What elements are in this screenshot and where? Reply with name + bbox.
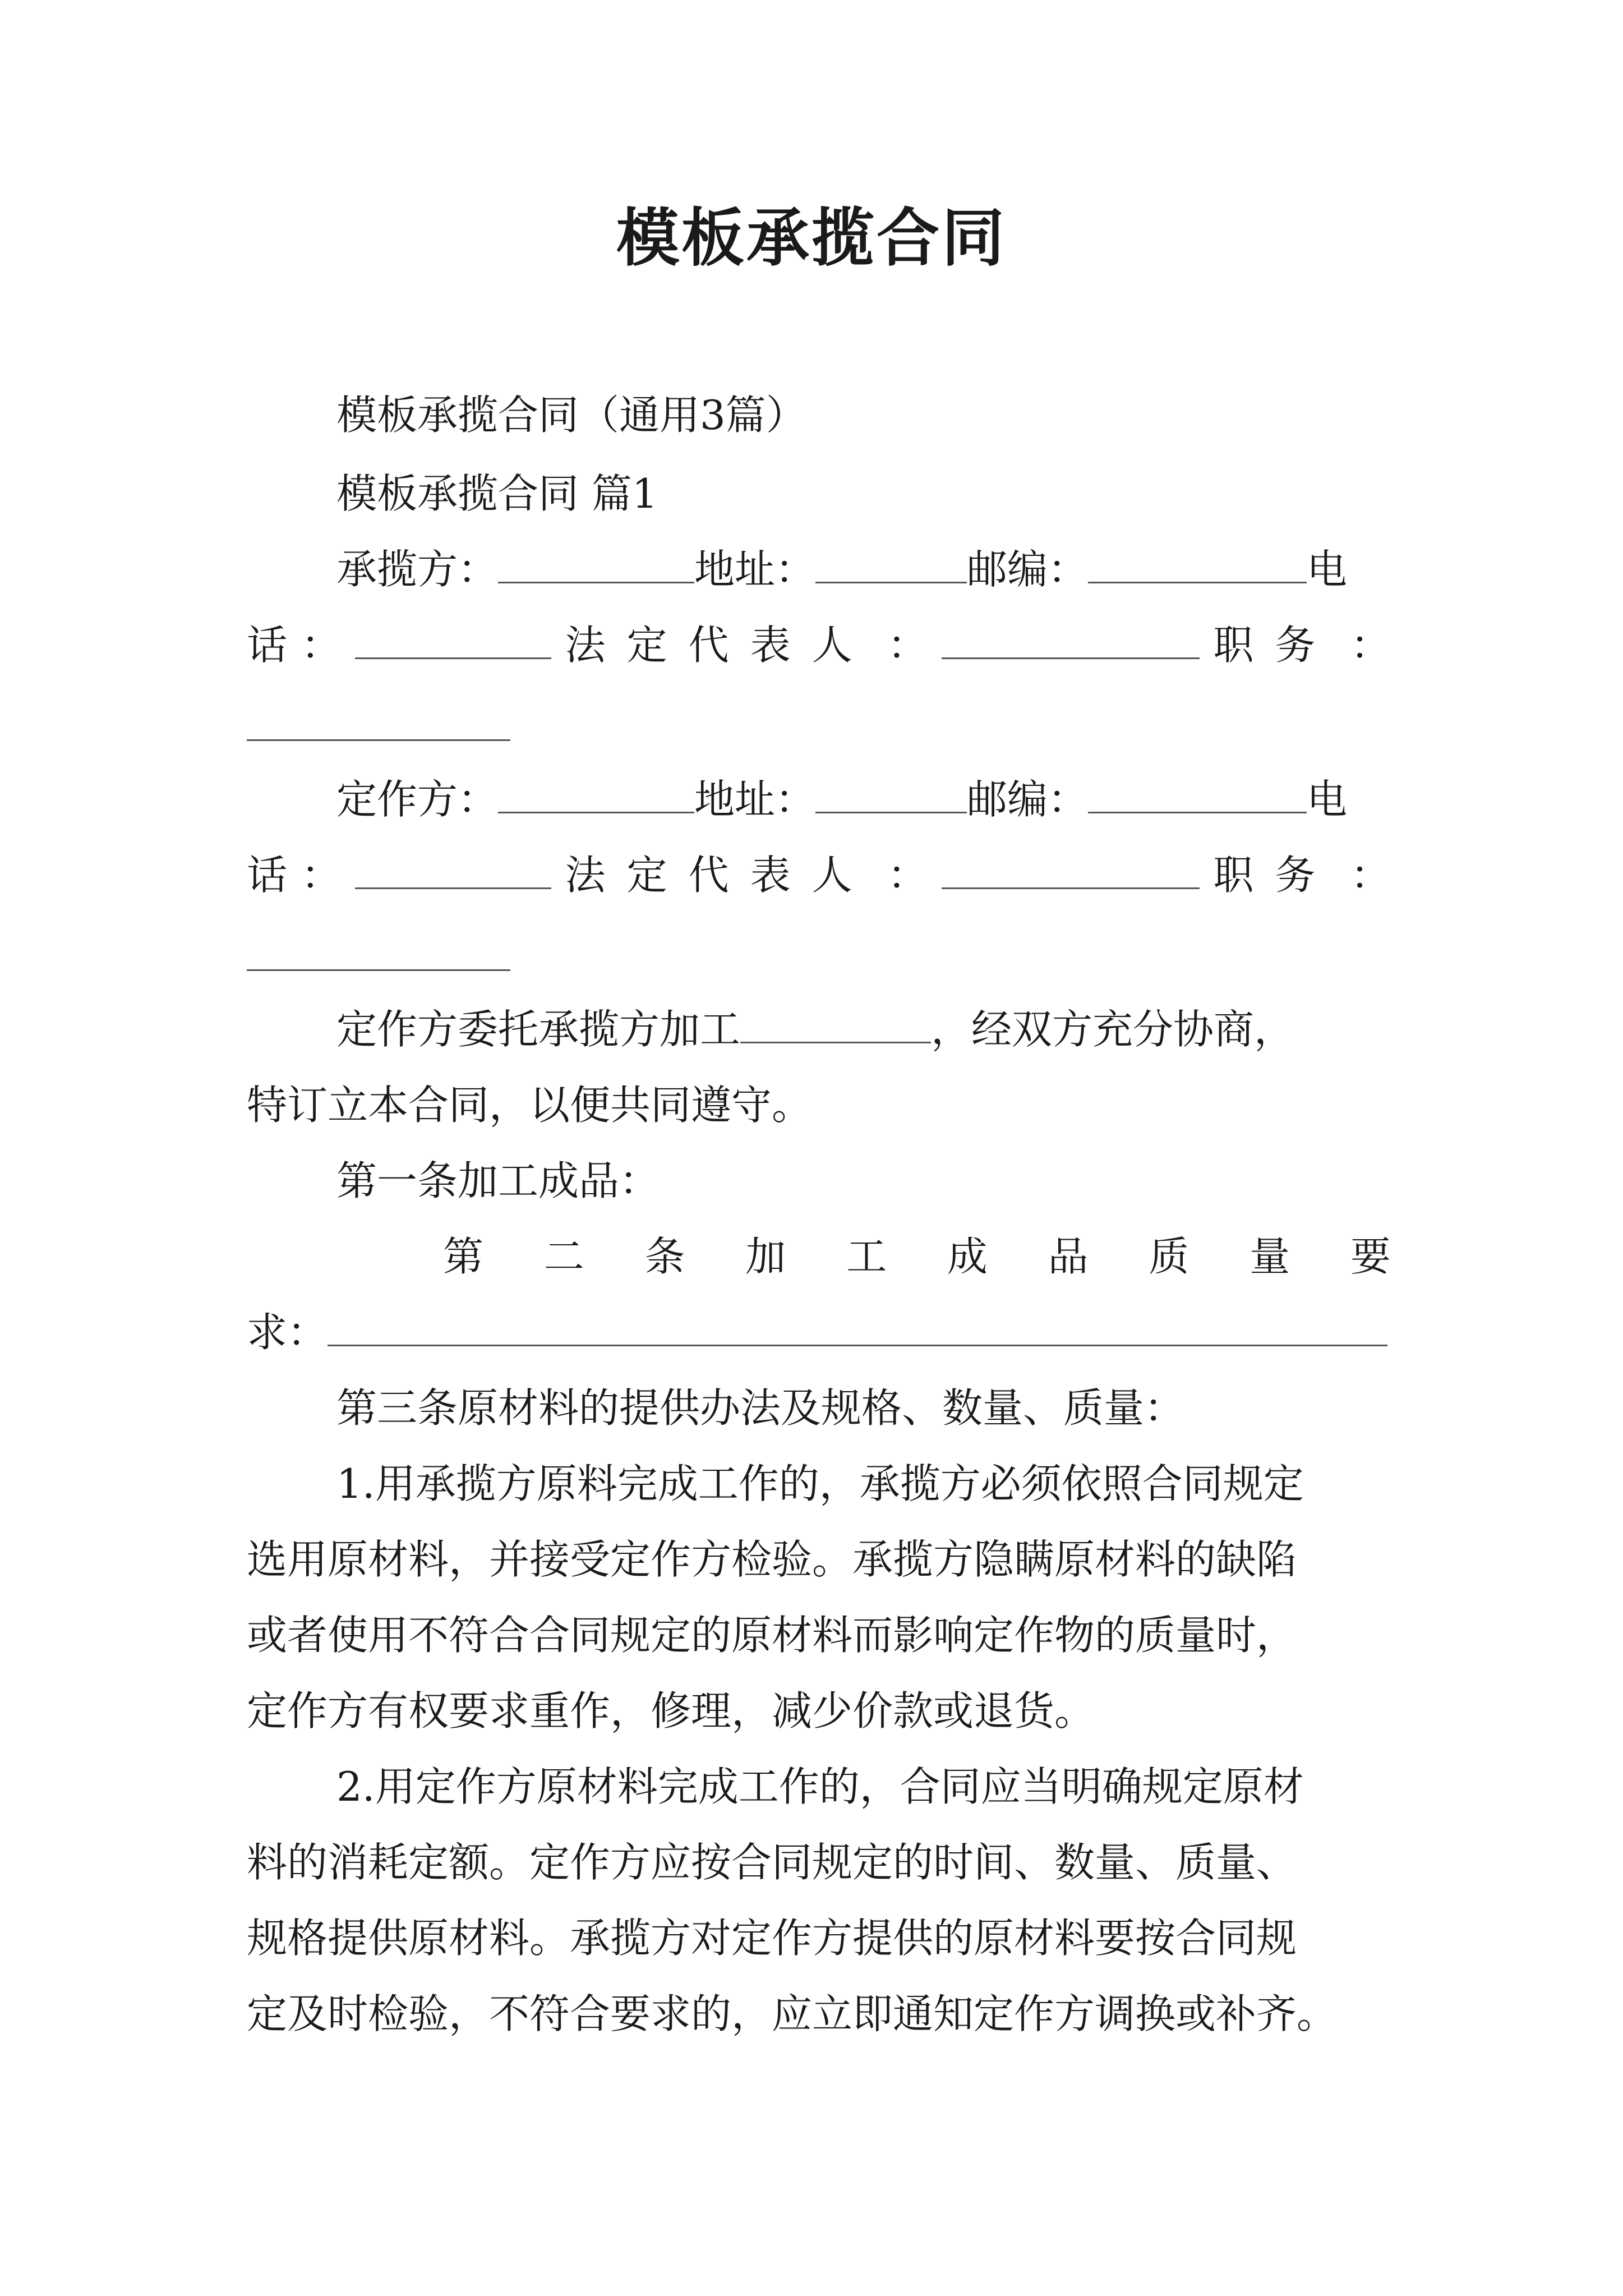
party-b-line-1: [336, 771, 1391, 827]
party-a-phone-blank: [355, 617, 551, 659]
party-a-phone-label-1: 电: [1307, 546, 1348, 593]
intro-part-2: ，经双方充分协商，: [931, 1006, 1295, 1053]
party-b-rep-label: 法定代表人: [565, 852, 874, 899]
clause-1-line-1: 1.用承揽方原料完成工作的，承揽方必须依照合同规定: [336, 1460, 1304, 1507]
party-b-address-label: 地址：: [694, 776, 816, 823]
clause-2-line-4: 定及时检验，不符合要求的，应立即通知定作方调换或补齐。: [247, 1990, 1338, 2037]
article-2-char: 质: [1149, 1233, 1189, 1280]
party-a-phone-label-2: 话: [247, 622, 288, 669]
party-a-position-blank: [247, 739, 510, 741]
party-a-name-blank: [498, 541, 694, 583]
party-b-phone-blank: [355, 847, 551, 889]
clause-2-line-1: 2.用定作方原材料完成工作的，合同应当明确规定原材: [336, 1763, 1304, 1810]
party-a-role-label: 承揽方：: [336, 546, 499, 593]
party-a-line-2: [247, 617, 1391, 673]
party-b-address-blank: [815, 771, 967, 813]
clause-1-line-3: 或者使用不符合合同规定的原材料而影响定作物的质量时，: [247, 1612, 1297, 1659]
article-2-char: 品: [1048, 1233, 1089, 1280]
party-a-line-1: [336, 541, 1391, 597]
intro-line-1: [336, 1001, 1391, 1057]
party-b-role-label: 定作方：: [336, 776, 499, 823]
party-a-phone-colon: ：: [301, 622, 342, 669]
party-a-postcode-blank: [1088, 541, 1307, 583]
intro-line-2: 特订立本合同，以便共同遵守。: [247, 1082, 813, 1129]
party-a-position-label: 职务: [1213, 622, 1337, 669]
party-b-phone-colon: ：: [301, 852, 342, 899]
party-a-rep-colon: ：: [887, 622, 928, 669]
party-b-phone-label-2: 话: [247, 852, 288, 899]
party-b-rep-blank: [942, 847, 1200, 889]
party-b-line-2: [247, 847, 1391, 903]
clause-1-line-4: 定作方有权要求重作，修理，减少价款或退货。: [247, 1687, 1095, 1734]
party-a-rep-label: 法定代表人: [565, 622, 874, 669]
article-2-line-1: [443, 1228, 1391, 1285]
article-2-char: 成: [947, 1233, 988, 1280]
party-a-position-colon: ：: [1350, 622, 1391, 669]
intro-item-blank: [740, 1001, 931, 1043]
article-2-char: 量: [1249, 1233, 1290, 1280]
party-b-name-blank: [498, 771, 694, 813]
article-2-char: 要: [1350, 1233, 1391, 1280]
article-2-char: 第: [443, 1233, 484, 1280]
party-a-rep-blank: [942, 617, 1200, 659]
document-subtitle: 模板承揽合同（通用3篇）: [336, 392, 806, 439]
party-b-postcode-label: 邮编：: [967, 776, 1089, 823]
article-2-char: 工: [846, 1233, 887, 1280]
party-b-rep-colon: ：: [887, 852, 928, 899]
party-b-position-blank: [247, 969, 510, 971]
article-2-char: 加: [745, 1233, 786, 1280]
clause-2-line-2: 料的消耗定额。定作方应按合同规定的时间、数量、质量、: [247, 1839, 1297, 1886]
party-b-postcode-blank: [1088, 771, 1307, 813]
article-2-line-2: [247, 1304, 1391, 1360]
document-title: 模板承揽合同: [616, 201, 1007, 275]
article-2-char: 二: [543, 1233, 584, 1280]
article-2-requirement-blank: [328, 1304, 1387, 1346]
article-2-char: 条: [644, 1233, 685, 1280]
party-b-phone-label-1: 电: [1307, 776, 1348, 823]
article-2-tail: 求：: [247, 1309, 328, 1356]
article-1: 第一条加工成品：: [336, 1157, 660, 1204]
part-heading: 模板承揽合同 篇1: [336, 470, 658, 517]
clause-1-line-2: 选用原材料，并接受定作方检验。承揽方隐瞒原材料的缺陷: [247, 1536, 1297, 1583]
party-b-position-colon: ：: [1350, 852, 1391, 899]
clause-2-line-3: 规格提供原材料。承揽方对定作方提供的原材料要按合同规: [247, 1915, 1297, 1962]
intro-part-1: 定作方委托承揽方加工: [336, 1006, 741, 1053]
article-3: 第三条原材料的提供办法及规格、数量、质量：: [336, 1384, 1185, 1432]
party-a-address-label: 地址：: [694, 546, 816, 593]
party-a-address-blank: [815, 541, 967, 583]
party-a-postcode-label: 邮编：: [967, 546, 1089, 593]
party-b-position-label: 职务: [1213, 852, 1337, 899]
